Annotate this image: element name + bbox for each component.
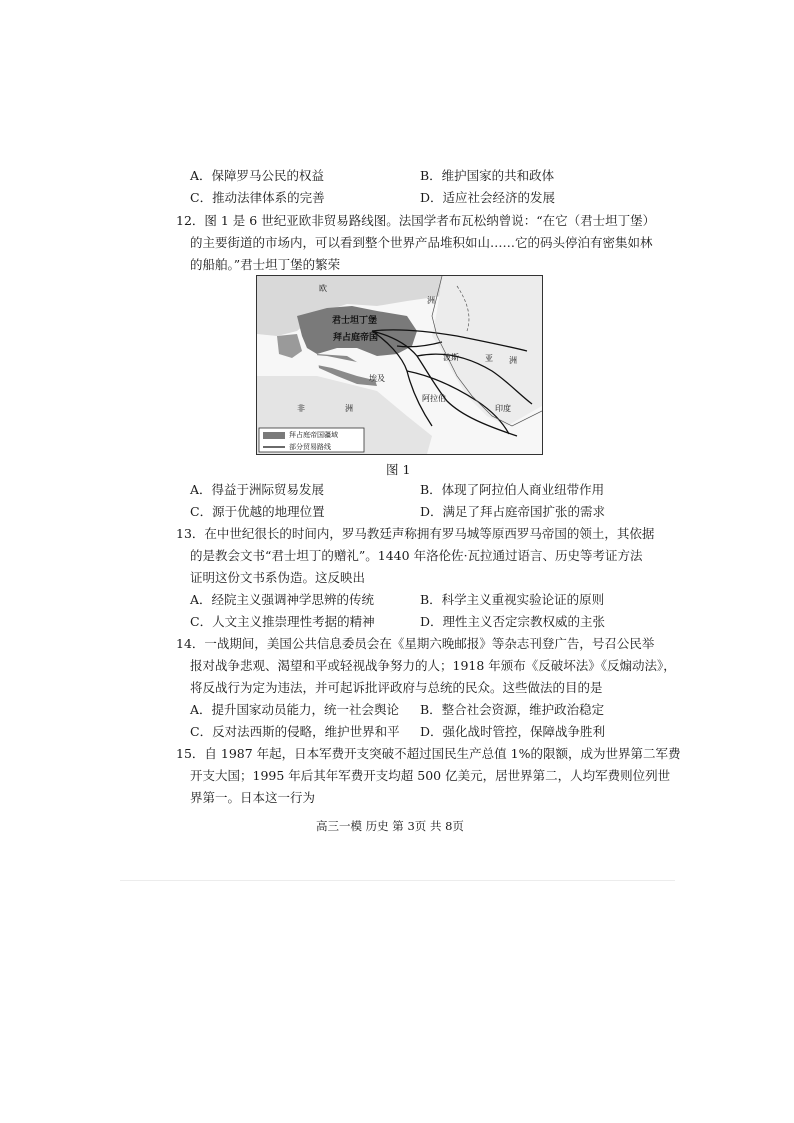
q14-option-a: A．提升国家动员能力，统一社会舆论 [190,702,400,717]
q14-option-d: D．强化战时管控，保障战争胜利 [420,724,606,739]
label-asia-2: 洲 [509,356,517,365]
page-footer: 高三一模 历史 第 3页 共 8页 [316,819,464,833]
spain-territory [277,334,302,358]
legend-routes-label: 部分贸易路线 [289,443,331,451]
legend-territory-label: 拜占庭帝国疆域 [289,431,338,439]
label-africa-2: 洲 [345,404,353,413]
figure-caption: 图 1 [386,462,411,477]
q12-option-b: B．体现了阿拉伯人商业纽带作用 [420,482,605,497]
label-egypt: 埃及 [369,374,385,383]
q13-option-a: A．经院主义强调神学思辨的传统 [190,592,375,607]
label-byzantine-empire: 拜占庭帝国 [333,333,379,343]
q15-stem-line2: 开支大国；1995 年后其年军费开支均超 500 亿美元，居世界第二，人均军费则位列世 [190,768,671,783]
label-africa-1: 非 [297,404,305,413]
label-arabia: 阿拉伯 [422,394,446,403]
q13-option-d: D．理性主义否定宗教权威的主张 [420,614,606,629]
byzantine-territory [297,306,417,356]
label-constantinople: 君士坦丁堡 [332,316,378,326]
q14-option-c: C．反对法西斯的侵略，维护世界和平 [190,724,400,739]
q11-option-d: D．适应社会经济的发展 [420,190,556,205]
label-persia: 波斯 [443,353,459,362]
legend-territory-swatch [263,432,285,439]
q11-option-a: A．保障罗马公民的权益 [190,168,325,183]
label-asia-1: 亚 [485,354,493,363]
label-europe-1: 欧 [319,284,327,293]
label-india: 印度 [495,404,511,413]
q15-stem-line3: 界第一。日本这一行为 [190,790,316,805]
q13-stem-line2: 的是教会文书“君士坦丁的赠礼”。1440 年洛伦佐·瓦拉通过语言、历史等考证方法 [190,548,643,563]
label-europe-2: 洲 [427,296,435,305]
q12-stem-line2: 的主要街道的市场内，可以看到整个世界产品堆积如山……它的码头停泊有密集如林 [190,235,653,250]
q15-stem-line1: 15．自 1987 年起，日本军费开支突破不超过国民生产总值 1%的限额，成为世界第二军费 [176,746,681,761]
q13-stem-line3: 证明这份文书系伪造。这反映出 [190,570,366,585]
q12-stem-line3: 的船舶。”君士坦丁堡的繁荣 [190,257,341,272]
q13-option-c: C．人文主义推崇理性考据的精神 [190,614,375,629]
q12-option-a: A．得益于洲际贸易发展 [190,482,325,497]
q13-stem-line1: 13．在中世纪很长的时间内，罗马教廷声称拥有罗马城等原西罗马帝国的领土，其依据 [176,526,655,541]
q14-stem-line2: 报对战争悲观、渴望和平或轻视战争努力的人；1918 年颁布《反破坏法》《反煽动法》， [190,658,676,673]
q12-option-c: C．源于优越的地理位置 [190,504,325,519]
trade-route-map [256,275,543,455]
q14-option-b: B．整合社会资源，维护政治稳定 [420,702,605,717]
q12-option-d: D．满足了拜占庭帝国扩张的需求 [420,504,606,519]
q14-stem-line1: 14．一战期间，美国公共信息委员会在《星期六晚邮报》等杂志刊登广告，号召公民举 [176,636,655,651]
map-drawing [257,276,542,454]
q11-option-b: B．维护国家的共和政体 [420,168,555,183]
scan-edge [120,880,675,881]
q12-stem-line1: 12．图 1 是 6 世纪亚欧非贸易路线图。法国学者布瓦松纳曾说：“在它（君士坦丁堡） [176,213,656,228]
q14-stem-line3: 将反战行为定为违法，并可起诉批评政府与总统的民众。这些做法的目的是 [190,680,603,695]
q11-option-c: C．推动法律体系的完善 [190,190,325,205]
q13-option-b: B．科学主义重视实验论证的原则 [420,592,605,607]
